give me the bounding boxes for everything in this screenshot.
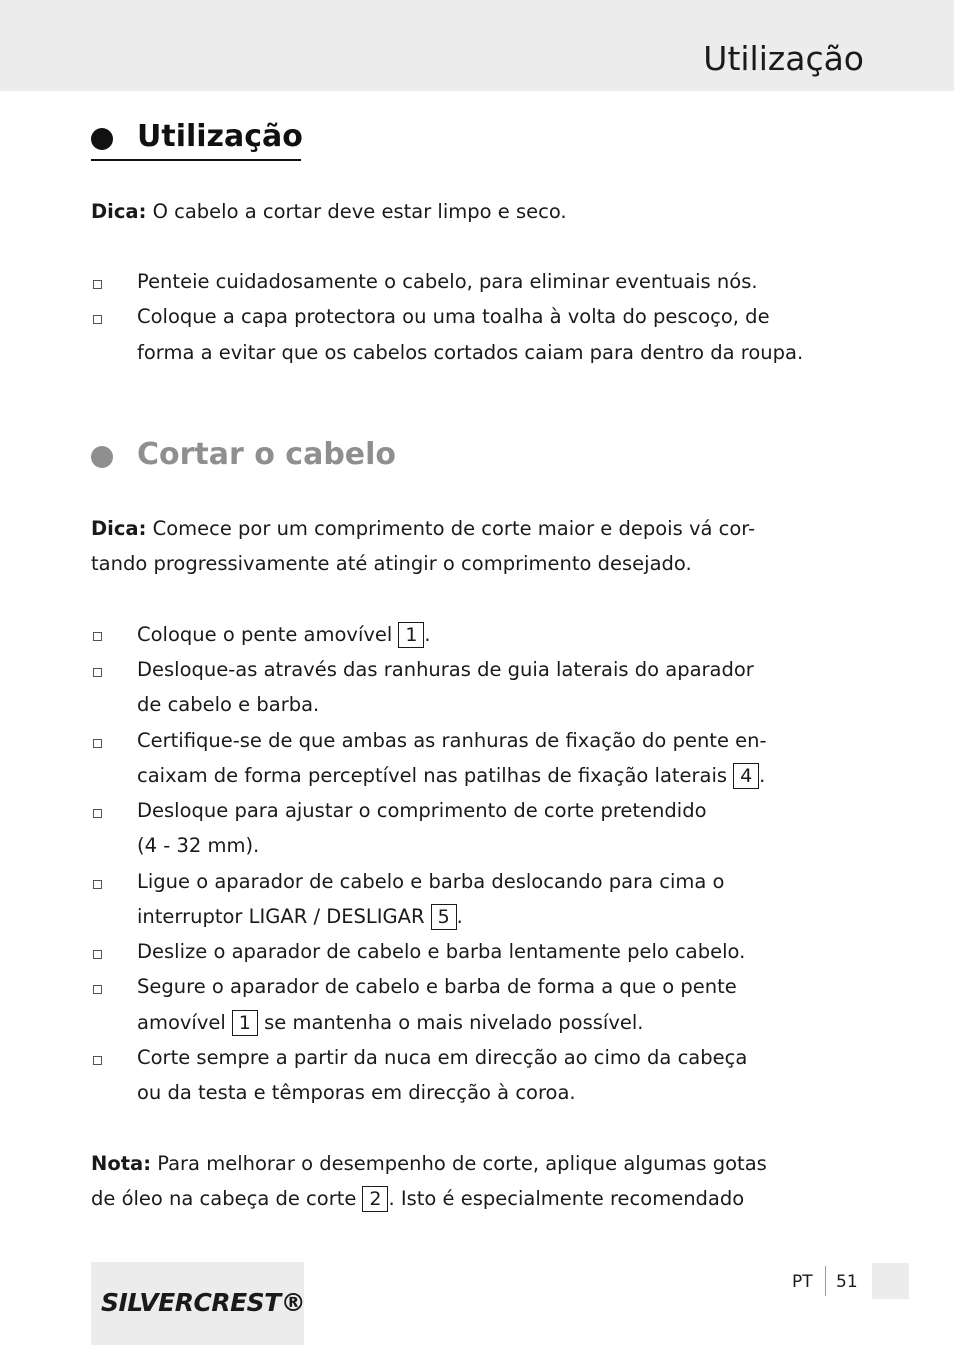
note-text: Para melhorar o desempenho de corte, aplique algumas gotas [151,1152,767,1175]
step-text-part: amovível [137,1011,226,1034]
bullet-dot-icon [91,446,113,468]
footer-divider [825,1266,826,1296]
brand-logo [91,1262,304,1345]
step-text [137,902,463,932]
ref-number: 5 [431,904,457,930]
checkbox-square-icon [93,950,102,959]
step-text: (4 - 32 mm). [137,834,260,857]
tip-label: Dica: [91,200,147,223]
language-code: PT [792,1272,813,1292]
section-title: Cortar o cabelo [137,437,397,472]
note-text-part: de óleo na cabeça de corte [91,1187,357,1210]
step-text: Segure o aparador de cabelo e barba de forma a que o pente [137,975,737,998]
step-text: Corte sempre a partir da nuca em direcção ao cimo da cabeça [137,1046,748,1069]
step-text: ou da testa e têmporas em direcção à coroa. [137,1081,576,1104]
ref-number: 1 [398,622,424,648]
step-text [137,620,431,650]
step-text: Desloque-as através das ranhuras de guia laterais do aparador [137,658,754,681]
step-text-part: . [759,764,766,787]
step-text-part: . [424,623,431,646]
page-number: 51 [836,1272,858,1292]
heading-underline [91,159,301,161]
tip-text: O cabelo a cortar deve estar limpo e seco. [146,200,567,223]
checkbox-square-icon [93,809,102,818]
step-text [137,761,765,791]
tip-label: Dica: [91,517,147,540]
tip-text: Comece por um comprimento de corte maior e depois vá cor- [146,517,756,540]
note-text [91,1184,744,1214]
checkbox-square-icon [93,668,102,677]
step-text-part: interruptor LIGAR / DESLIGAR [137,905,425,928]
step-text-part: se mantenha o mais nivelado possível. [257,1011,644,1034]
note-label: Nota: [91,1152,151,1175]
checkbox-square-icon [93,985,102,994]
step-text [137,1008,644,1038]
note-text-part: . Isto é especialmente recomendado [388,1187,745,1210]
step-text: forma a evitar que os cabelos cortados caiam para dentro da roupa. [137,341,804,364]
step-text-part: . [456,905,463,928]
bullet-dot-icon [91,128,113,150]
step-text: Ligue o aparador de cabelo e barba deslocando para cima o [137,870,725,893]
header-title: Utilização [703,39,864,78]
checkbox-square-icon [93,880,102,889]
checkbox-square-icon [93,1056,102,1065]
tip-paragraph [91,197,567,227]
step-text: de cabelo e barba. [137,693,320,716]
note-paragraph [91,1149,767,1179]
tip-paragraph [91,514,755,544]
ref-number: 1 [232,1010,258,1036]
checkbox-square-icon [93,280,102,289]
step-text: Deslize o aparador de cabelo e barba lentamente pelo cabelo. [137,940,746,963]
checkbox-square-icon [93,315,102,324]
section-title: Utilização [137,119,303,154]
brand-logo-text: SILVERCREST® [101,1288,306,1317]
page-tab-box [872,1263,909,1299]
step-text: Desloque para ajustar o comprimento de corte pretendido [137,799,707,822]
step-text-part: Coloque o pente amovível [137,623,393,646]
checkbox-square-icon [93,739,102,748]
ref-number: 4 [733,763,759,789]
checkbox-square-icon [93,632,102,641]
step-text: Penteie cuidadosamente o cabelo, para eliminar eventuais nós. [137,270,758,293]
ref-number: 2 [362,1186,388,1212]
step-text-part: caixam de forma perceptível nas patilhas de fixação laterais [137,764,728,787]
step-text: Certifique-se de que ambas as ranhuras de fixação do pente en- [137,729,767,752]
step-text: Coloque a capa protectora ou uma toalha à volta do pescoço, de [137,305,770,328]
tip-text: tando progressivamente até atingir o comprimento desejado. [91,552,692,575]
